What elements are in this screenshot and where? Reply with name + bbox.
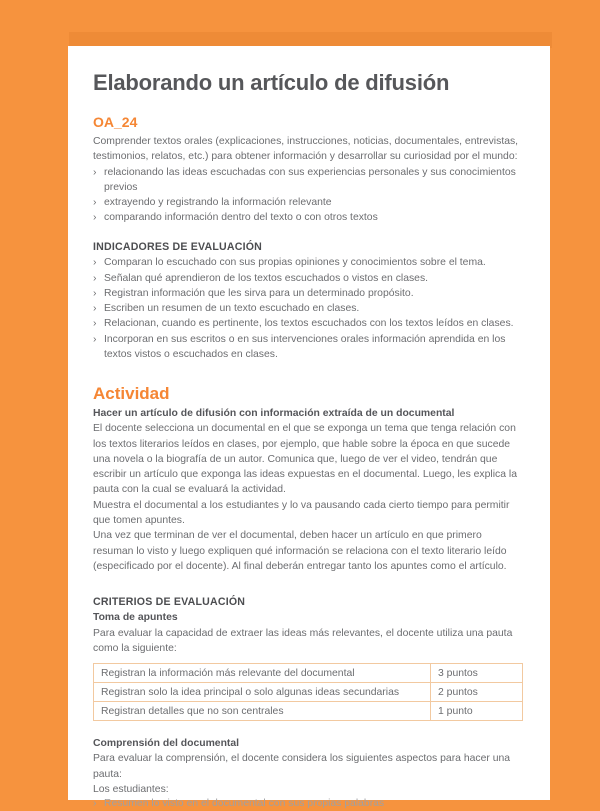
list-item [93,195,523,210]
list-item-text: Comparan lo escuchado con sus propias opiniones y conocimientos sobre el tema. [104,257,486,269]
bullet-marker: › [93,197,97,209]
puntaje-cell: 2 puntos [431,683,523,702]
criterio-cell: Registran solo la idea principal o solo algunas ideas secundarias [94,683,431,702]
actividad-paragraph: Una vez que terminan de ver el documental, deben hacer un artículo en que primero resuman lo visto y luego expliquen qué información se relaciona con el texto literario leído (especificado por el docente). Al final deberán entregar tanto los apuntes como el artículo. [93,530,507,572]
list-item [93,210,523,225]
list-item [93,301,523,316]
clipped-line-text: Resumen lo visto en el documental con sus propias palabras [104,798,385,809]
criterio-cell: Registran la información más relevante del documental [94,664,431,683]
list-item [93,271,523,286]
bullet-marker: › [93,257,97,269]
criterios-section [93,595,523,721]
list-item-text: Incorporan en sus escritos o en sus intervenciones orales información aprendida en los textos vistos o escuchados en clases. [104,333,506,361]
oa-bullet-list [93,165,523,226]
oa-intro-paragraph: Comprender textos orales (explicaciones, instrucciones, noticias, documentales, entrevistas, testimonios, relatos, etc.) para obtener información y desarrollar su curiosidad por el mundo: [93,136,519,163]
table-row [94,702,523,721]
puntaje-cell: 3 puntos [431,664,523,683]
list-item-text: Señalan qué aprendieron de los textos escuchados o vistos en clases. [104,272,429,284]
actividad-heading: Actividad [93,384,170,403]
list-item-text: extrayendo y registrando la información relevante [104,197,332,209]
indicadores-heading: INDICADORES DE EVALUACIÓN [93,241,263,253]
table-row [94,683,523,702]
bullet-marker: › [93,166,97,178]
oa-code-label: OA_24 [93,114,138,130]
comprension-section [93,736,523,797]
toma-apuntes-intro: Para evaluar la capacidad de extraer las ideas más relevantes, el docente utiliza una pauta como la siguiente: [93,627,513,654]
document-page [68,46,550,809]
list-item-text: relacionando las ideas escuchadas con sus experiencias personales y sus conocimientos previos [104,166,516,193]
list-item-text: Relacionan, cuando es pertinente, los textos escuchados con los textos leídos en clases. [104,318,514,330]
list-item-text: comparando información dentro del texto o con otros textos [104,212,378,224]
indicadores-section [93,240,523,362]
page-title: Elaborando un artículo de difusión [93,70,450,95]
list-item [93,332,523,363]
bullet-marker: › [93,272,97,284]
criterio-cell: Registran detalles que no son centrales [94,702,431,721]
bullet-marker: › [93,318,97,330]
actividad-paragraph: Muestra el documental a los estudiantes y lo va pausando cada cierto tiempo para permitir que tomen apuntes. [93,499,510,527]
bullet-marker: › [93,287,97,299]
actividad-section [93,384,523,574]
table-row [94,664,523,683]
actividad-paragraph: El docente selecciona un documental en el que se exponga un tema que tenga relación con los textos literarios leídos en clases, por ejemplo, que hable sobre la época en que sucede una novela o la biografía de un autor. Comunica que, luego de ver el video, tendrán que escribir un artículo que exponga las ideas expuestas en el documental. Luego, les explica la pauta con la cual se evaluará la actividad. [93,423,517,496]
list-item-text: Escriben un resumen de un texto escuchado en clases. [104,303,360,315]
list-item [93,316,523,331]
toma-apuntes-subheading: Toma de apuntes [93,612,178,624]
list-item-text: Registran información que les sirva para un determinado propósito. [104,287,414,299]
indicadores-bullet-list [93,255,523,362]
actividad-subheading: Hacer un artículo de difusión con información extraída de un documental [93,408,455,419]
bullet-marker: › [93,212,97,224]
bullet-marker: › [93,303,97,315]
comprension-intro: Para evaluar la comprensión, el docente considera los siguientes aspectos para hacer una pauta: [93,753,511,780]
puntaje-cell: 1 punto [431,702,523,721]
clipped-bottom-line [93,796,523,811]
header-section [93,70,523,226]
list-item [93,255,523,270]
criterios-heading: CRITERIOS DE EVALUACIÓN [93,596,246,608]
comprension-subheading: Comprensión del documental [93,738,240,749]
evaluation-table [93,663,523,721]
list-item [93,286,523,301]
bullet-marker: › [93,798,97,809]
list-item [93,165,523,196]
bullet-marker: › [93,333,97,345]
students-label: Los estudiantes: [93,783,169,795]
